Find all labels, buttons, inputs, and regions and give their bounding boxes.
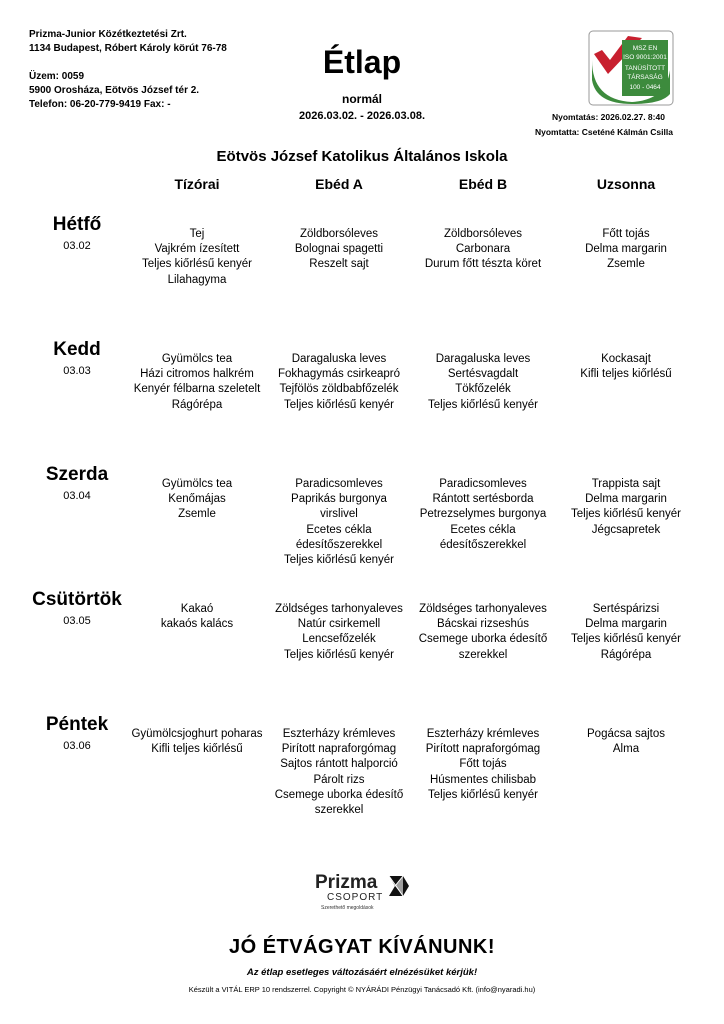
day-label xyxy=(22,213,132,254)
meal-cell-uzsonna xyxy=(551,727,701,757)
meal-cell-ebed-b xyxy=(408,477,558,553)
menu-item: Sajtos rántott halporció xyxy=(280,758,398,771)
menu-item: Gyümölcsjoghurt poharas xyxy=(131,728,263,740)
menu-item: Delma margarin xyxy=(585,618,667,631)
menu-item: Teljes kiőrlésű kenyér xyxy=(142,258,252,271)
cert-line-4: TÁRSASÁG xyxy=(627,74,663,81)
day-name: Péntek xyxy=(45,714,109,735)
meal-cell-tizorai xyxy=(122,727,272,757)
menu-item: Bolognai spagetti xyxy=(294,243,384,256)
change-notice: Az étlap esetleges változásáért elnézésüket kérjük! xyxy=(246,967,478,978)
meal-cell-uzsonna xyxy=(551,602,701,663)
menu-item: Csemege uborka édesítő xyxy=(274,788,404,801)
menu-item: Bácskai rizseshús xyxy=(436,618,530,631)
meal-cell-ebed-b xyxy=(408,227,558,273)
menu-item: Pogácsa sajtos xyxy=(587,728,665,740)
meal-cell-tizorai xyxy=(122,227,272,288)
logo-tagline: Szerethető megoldások xyxy=(321,905,374,911)
menu-item: Zöldséges tarhonyaleves xyxy=(275,603,403,615)
menu-item: Húsmentes chilisbab xyxy=(429,773,537,786)
plant-address: 5900 Orosháza, Eötvös József tér 2. xyxy=(29,85,200,96)
menu-item: Paradicsomleves xyxy=(439,478,527,490)
company-name: Prizma-Junior Közétkeztetési Zrt. xyxy=(29,29,187,40)
page-title: Étlap xyxy=(322,44,402,80)
menu-item: Kakaó xyxy=(180,603,214,615)
meal-cell-uzsonna xyxy=(551,352,701,382)
day-label xyxy=(22,588,132,629)
menu-item: Zsemle xyxy=(607,258,645,271)
menu-item: Jégcsapretek xyxy=(591,523,661,536)
cert-line-1: MSZ EN xyxy=(632,45,658,52)
menu-item: Pirított napraforgómag xyxy=(425,743,541,756)
day-name: Kedd xyxy=(53,339,101,360)
menu-item: Sertésvagdalt xyxy=(447,368,519,381)
day-date: 03.03 xyxy=(63,365,91,377)
day-name: Szerda xyxy=(45,464,109,485)
menu-item: Gyümölcs tea xyxy=(161,478,233,490)
cert-line-3: TANÚSÍTOTT xyxy=(624,65,666,72)
menu-item: Delma margarin xyxy=(585,243,667,256)
software-credit: Készült a VITÁL ERP 10 rendszerrel. Copyright © NYÁRÁDI Pénzügyi Tanácsadó Kft. (info@nyaradi.hu) xyxy=(188,985,536,994)
menu-item: Teljes kiőrlésű kenyér xyxy=(571,633,681,646)
menu-item: Alma xyxy=(612,743,640,756)
menu-item: szerekkel xyxy=(458,648,508,661)
prizma-logo-icon xyxy=(313,868,413,916)
meal-cell-ebed-b xyxy=(408,352,558,413)
menu-item: Teljes kiőrlésű kenyér xyxy=(571,508,681,521)
menu-item: Pirított napraforgómag xyxy=(281,743,397,756)
menu-item: Petrezselymes burgonya xyxy=(419,508,547,521)
menu-item: Carbonara xyxy=(455,243,511,256)
day-name: Csütörtök xyxy=(32,589,122,610)
school-name: Eötvös József Katolikus Általános Iskola xyxy=(216,148,508,165)
menu-item: Házi citromos halkrém xyxy=(140,368,254,381)
meal-cell-ebed-a xyxy=(264,227,414,273)
day-date: 03.06 xyxy=(63,740,91,752)
menu-item: Delma margarin xyxy=(585,493,667,506)
meal-cell-tizorai xyxy=(122,602,272,632)
column-header-tizorai: Tízórai xyxy=(174,176,220,192)
meal-cell-ebed-b xyxy=(408,727,558,803)
menu-item: Daragaluska leves xyxy=(435,353,531,365)
menu-item: Teljes kiőrlésű kenyér xyxy=(428,398,538,411)
meal-cell-ebed-a xyxy=(264,602,414,663)
column-header-ebed-b: Ebéd B xyxy=(458,176,508,192)
meal-cell-uzsonna xyxy=(551,477,701,538)
day-label xyxy=(22,338,132,379)
menu-item: Kenyér félbarna szeletelt xyxy=(133,383,261,396)
menu-item: Zöldséges tarhonyaleves xyxy=(419,603,547,615)
menu-type: normál xyxy=(341,92,382,106)
plant-phone: Telefon: 06-20-779-9419 Fax: - xyxy=(29,99,171,110)
company-address: 1134 Budapest, Róbert Károly körút 76-78 xyxy=(29,43,227,54)
menu-item: Eszterházy krémleves xyxy=(426,728,540,740)
menu-item: Rántott sertésborda xyxy=(432,493,534,506)
menu-item: Gyümölcs tea xyxy=(161,353,233,365)
menu-item: édesítőszerekkel xyxy=(295,538,383,551)
meal-cell-ebed-a xyxy=(264,727,414,818)
logo-brand: Prizma xyxy=(315,872,378,893)
menu-item: Daragaluska leves xyxy=(291,353,387,365)
menu-item: Teljes kiőrlésű kenyér xyxy=(284,554,394,567)
day-date: 03.05 xyxy=(63,615,91,627)
menu-item: Teljes kiőrlésű kenyér xyxy=(284,648,394,661)
cert-line-2: ISO 9001:2001 xyxy=(623,54,667,61)
menu-item: virslivel xyxy=(320,508,358,521)
menu-item: Ecetes cékla xyxy=(450,523,516,536)
menu-item: Zsemle xyxy=(178,508,216,521)
menu-item: Rágórépa xyxy=(600,648,652,661)
menu-item: Sertéspárizsi xyxy=(592,603,660,615)
menu-item: Kifli teljes kiőrlésű xyxy=(151,743,243,756)
meal-cell-tizorai xyxy=(122,352,272,413)
meal-cell-tizorai xyxy=(122,477,272,523)
menu-item: Tej xyxy=(189,228,205,240)
menu-item: szerekkel xyxy=(314,804,364,817)
menu-item: kakaós kalács xyxy=(160,618,234,631)
logo-sub: CSOPORT xyxy=(327,892,384,903)
menu-item: Ecetes cékla xyxy=(306,523,372,536)
menu-item: Csemege uborka édesítő xyxy=(418,633,548,646)
day-date: 03.02 xyxy=(63,240,91,252)
menu-item: Trappista sajt xyxy=(591,478,661,490)
menu-item: Eszterházy krémleves xyxy=(282,728,396,740)
menu-item: Paradicsomleves xyxy=(295,478,383,490)
day-label xyxy=(22,463,132,504)
menu-item: Teljes kiőrlésű kenyér xyxy=(284,398,394,411)
cert-line-5: 100 - 0464 xyxy=(629,84,661,91)
day-date: 03.04 xyxy=(63,490,91,502)
day-name: Hétfő xyxy=(52,214,102,235)
menu-item: Kenőmájas xyxy=(168,493,226,506)
menu-item: Durum főtt tészta köret xyxy=(424,258,542,271)
menu-item: édesítőszerekkel xyxy=(439,538,527,551)
menu-item: Tejfölös zöldbabfőzelék xyxy=(279,383,399,396)
menu-item: Zöldborsóleves xyxy=(444,228,522,240)
menu-item: Kifli teljes kiőrlésű xyxy=(580,368,672,381)
column-header-uzsonna: Uzsonna xyxy=(596,176,656,192)
menu-item: Tökfőzelék xyxy=(455,383,511,396)
menu-item: Párolt rizs xyxy=(313,773,365,786)
menu-item: Paprikás burgonya xyxy=(291,493,387,506)
print-date: Nyomtatás: 2026.02.27. 8:40 xyxy=(552,112,665,122)
menu-item: Reszelt sajt xyxy=(309,258,369,271)
menu-item: Teljes kiőrlésű kenyér xyxy=(428,788,538,801)
iso-certificate-logo xyxy=(588,30,674,106)
certificate-icon xyxy=(588,30,674,106)
menu-item: Lilahagyma xyxy=(167,273,227,286)
menu-item: Natúr csirkemell xyxy=(297,618,381,631)
menu-item: Főtt tojás xyxy=(602,228,650,240)
column-header-ebed-a: Ebéd A xyxy=(315,176,363,192)
meal-cell-ebed-a xyxy=(264,352,414,413)
menu-item: Zöldborsóleves xyxy=(300,228,378,240)
menu-item: Kockasajt xyxy=(601,353,651,365)
prizma-logo xyxy=(313,868,413,916)
menu-item: Rágórépa xyxy=(171,398,223,411)
menu-item: Vajkrém ízesített xyxy=(154,243,240,256)
meal-cell-uzsonna xyxy=(551,227,701,273)
day-label xyxy=(22,713,132,754)
printed-by: Nyomtatta: Cseténé Kálmán Csilla xyxy=(535,127,673,137)
plant-id: Üzem: 0059 xyxy=(29,71,85,82)
date-range: 2026.03.02. - 2026.03.08. xyxy=(299,110,425,122)
menu-item: Lencsefőzelék xyxy=(302,633,376,646)
meal-cell-ebed-b xyxy=(408,602,558,663)
meal-cell-ebed-a xyxy=(264,477,414,568)
menu-item: Főtt tojás xyxy=(459,758,507,771)
menu-item: Fokhagymás csirkeapró xyxy=(277,368,401,381)
slogan: JÓ ÉTVÁGYAT KÍVÁNUNK! xyxy=(228,936,496,958)
